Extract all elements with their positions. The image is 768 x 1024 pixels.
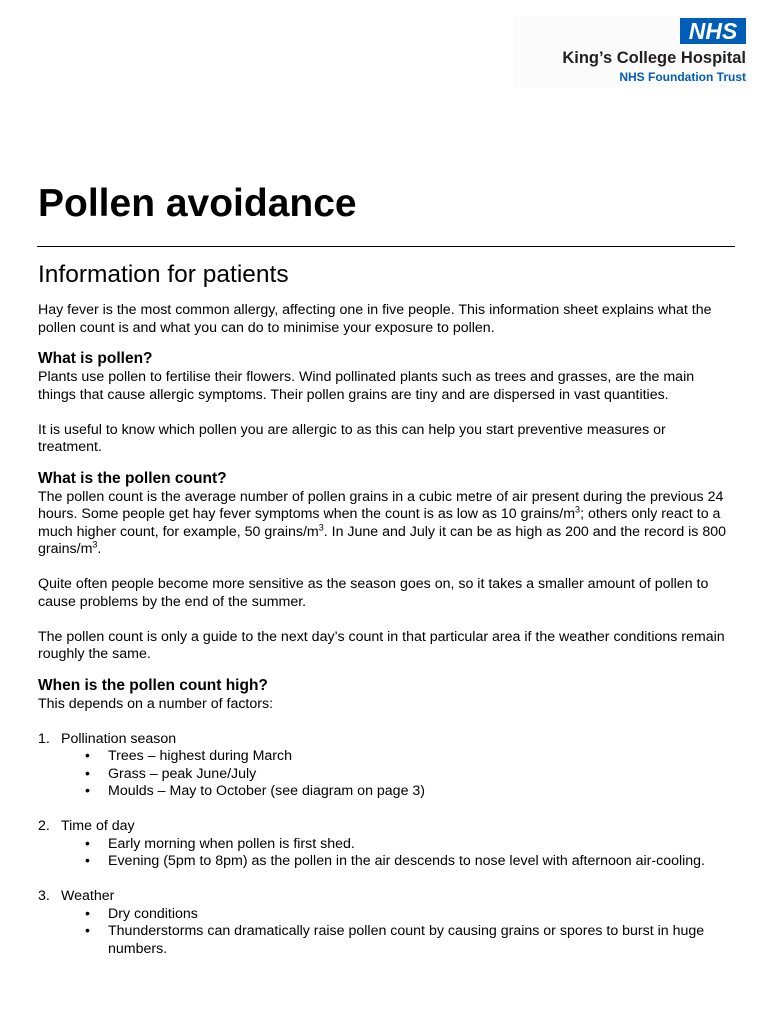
bullet-list <box>61 906 728 959</box>
list-item <box>38 818 728 888</box>
factor-label: Pollination season <box>61 730 177 747</box>
bullet-list <box>61 836 728 871</box>
bullet-item: • Evening (5pm to 8pm) as the pollen in the air descends to nose level with afternoon air-cooling. <box>85 853 728 871</box>
list-number: 3. <box>38 888 50 904</box>
paragraph: The pollen count is only a guide to the next day’s count in that particular area if the weather conditions remain roughly the same. <box>38 628 725 662</box>
intro-paragraph: Hay fever is the most common allergy, affecting one in five people. This information sheet explains what the pollen count is and what you can do to minimise your exposure to pollen. <box>38 302 712 336</box>
bullet-item: • Early morning when pollen is first shed. <box>85 836 728 854</box>
factors-list <box>38 731 728 959</box>
list-item <box>38 888 728 958</box>
bullet-item: • Dry conditions <box>85 906 728 924</box>
list-number: 2. <box>38 818 50 834</box>
page-title: Pollen avoidance <box>38 182 357 225</box>
list-number: 1. <box>38 730 50 747</box>
page-subtitle: Information for patients <box>38 261 289 288</box>
paragraph: Plants use pollen to fertilise their flowers. Wind pollinated plants such as trees and grasses, are the main things that cause allergic symptoms. Their pollen grains are tiny and are dispersed in vast quantities. <box>38 369 695 403</box>
section-heading-what-is-pollen: What is pollen? <box>38 350 153 367</box>
paragraph-pollen-count: The pollen count is the average number of pollen grains in a cubic metre of air present during the previous 24 hours. Some people get hay fever symptoms when the count is as low as 10 grains/$m^3$; others only react to a much higher count, for example, 50 grains/$m^3$. In June and July it can be as high as 200 and the record is 800 grains/$m^3$. <box>38 488 727 557</box>
bullet-item: • Grass – peak June/July <box>85 766 728 784</box>
title-divider <box>37 246 735 247</box>
bullet-item: • Thunderstorms can dramatically raise pollen count by causing grains or spores to burst in huge numbers. <box>85 923 728 958</box>
list-item <box>38 731 728 819</box>
bullet-item: • Trees – highest during March <box>85 748 728 766</box>
factor-label: Time of day <box>61 818 135 834</box>
nhs-logo: NHS <box>680 18 746 44</box>
paragraph: Quite often people become more sensitive as the season goes on, so it takes a smaller amount of pollen to cause problems by the end of the summer. <box>38 576 709 610</box>
hospital-name: King’s College Hospital <box>562 49 746 67</box>
section-heading-count-high: When is the pollen count high? <box>38 676 268 694</box>
section-heading-pollen-count: What is the pollen count? <box>38 469 227 487</box>
document-body <box>38 302 728 958</box>
paragraph: It is useful to know which pollen you are allergic to as this can help you start preventive measures or treatment. <box>38 421 666 455</box>
bullet-item: • Moulds – May to October (see diagram on page 3) <box>85 783 728 801</box>
bullet-list <box>61 748 728 801</box>
paragraph: This depends on a number of factors: <box>38 695 274 712</box>
trust-name: NHS Foundation Trust <box>619 70 746 84</box>
factor-label: Weather <box>61 888 115 904</box>
